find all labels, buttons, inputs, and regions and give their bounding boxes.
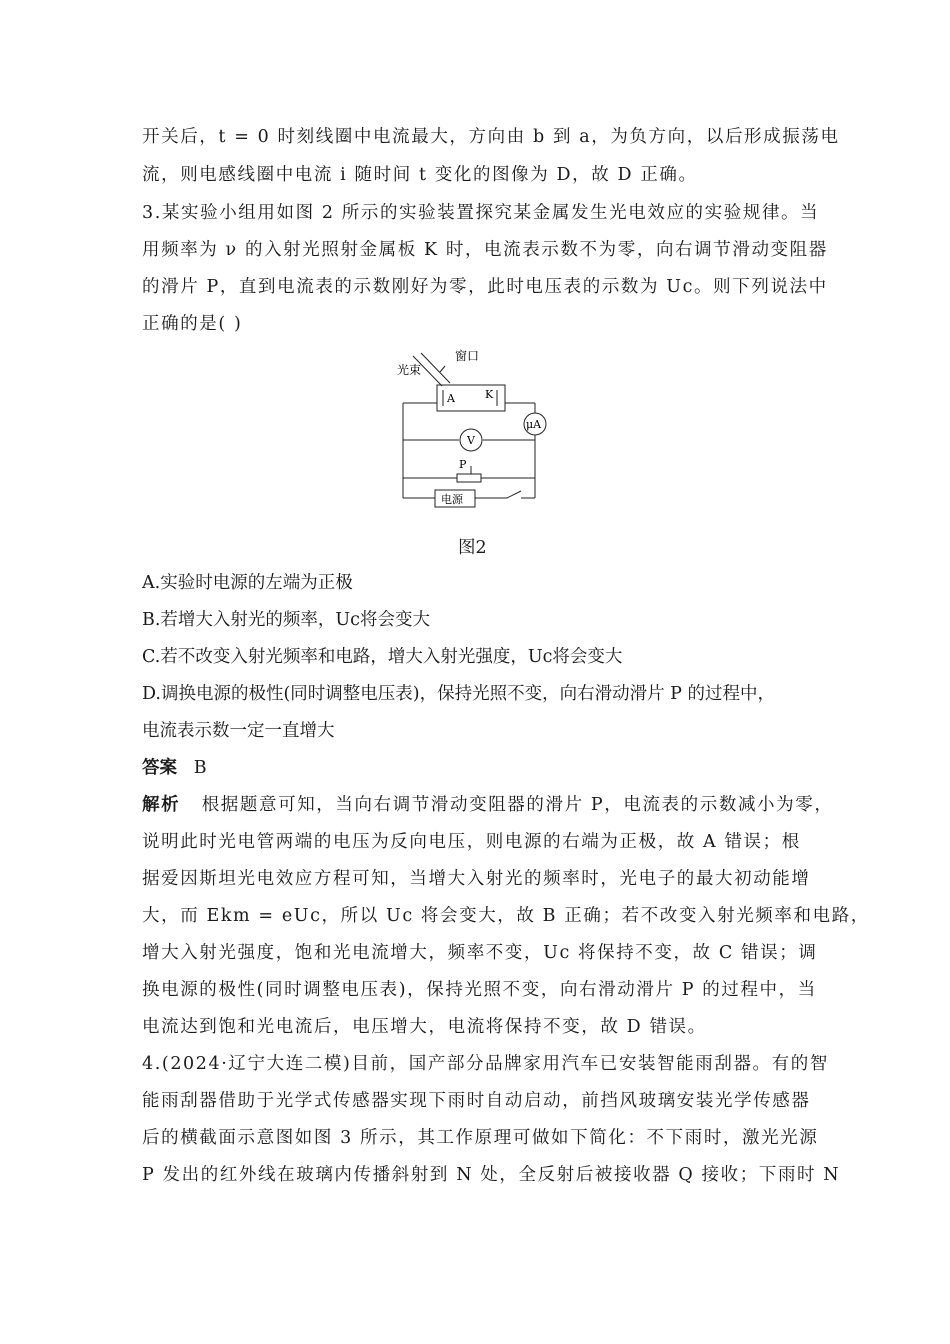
text-line-2: 流，则电感线圈中电流 i 随时间 t 变化的图像为 D，故 D 正确。: [142, 165, 698, 185]
circuit-diagram: [395, 348, 555, 518]
light-beam-2: [421, 353, 450, 383]
analysis-line-5: 增大入射光强度，饱和光电流增大，频率不变，Uc 将保持不变，故 C 错误；调: [142, 943, 818, 963]
option-d-line-1: D.调换电源的极性(同时调整电压表)，保持光照不变，向右滑动滑片 P 的过程中，: [142, 684, 776, 704]
answer-value: B: [193, 758, 207, 778]
anode-label: A: [447, 392, 455, 405]
answer-line: [142, 756, 207, 780]
analysis-line-2: 说明此时光电管两端的电压为反向电压，则电源的右端为正极，故 A 错误；根: [142, 832, 801, 852]
analysis-line-1: [142, 793, 833, 817]
power-source-label: 电源: [441, 493, 463, 506]
analysis-text-1: 根据题意可知，当向右调节滑动变阻器的滑片 P，电流表的示数减小为零，: [201, 795, 834, 815]
option-a: A.实验时电源的左端为正极: [142, 573, 353, 593]
question-3-line-3: 的滑片 P，直到电流表的示数刚好为零，此时电压表的示数为 Uc。则下列说法中: [142, 277, 828, 297]
question-3-line-4: 正确的是( ): [142, 314, 243, 334]
question-4-line-3: 后的横截面示意图如图 3 所示，其工作原理可做如下简化：不下雨时，激光光源: [142, 1128, 819, 1148]
analysis-line-4: 大，而 Ekm = eUc，所以 Uc 将会变大，故 B 正确；若不改变入射光频率和电路，: [142, 906, 870, 926]
beam-label: 光束: [397, 363, 422, 377]
option-d-line-2: 电流表示数一定一直增大: [142, 721, 335, 741]
slider-label: P: [459, 458, 467, 471]
option-b: B.若增大入射光的频率，Uc将会变大: [142, 610, 430, 630]
window-mark: [440, 366, 445, 372]
question-4-line-1: 4.(2024·辽宁大连二模)目前，国产部分品牌家用汽车已安装智能雨刮器。有的智: [142, 1054, 829, 1074]
question-4-line-2: 能雨刮器借助于光学式传感器实现下雨时自动启动，前挡风玻璃安装光学传感器: [142, 1091, 811, 1111]
switch: [507, 491, 521, 498]
rheostat: [457, 474, 481, 482]
text-line-1: 开关后，t = 0 时刻线圈中电流最大，方向由 b 到 a，为负方向，以后形成振荡电: [142, 127, 840, 147]
analysis-label: 解析: [142, 795, 181, 815]
question-3-line-1: 3.某实验小组用如图 2 所示的实验装置探究某金属发生光电效应的实验规律。当: [142, 203, 820, 223]
question-3-line-2: 用频率为 ν 的入射光照射金属板 K 时，电流表示数不为零，向右调节滑动变阻器: [142, 240, 828, 260]
analysis-line-6: 换电源的极性(同时调整电压表)，保持光照不变，向右滑动滑片 P 的过程中，当: [142, 980, 817, 1000]
option-c: C.若不改变入射光频率和电路，增大入射光强度，Uc将会变大: [142, 647, 623, 667]
question-4-line-4: P 发出的红外线在玻璃内传播斜射到 N 处，全反射后被接收器 Q 接收；下雨时 N: [142, 1165, 841, 1185]
figure-caption: 图2: [458, 538, 487, 558]
voltmeter-label: V: [467, 434, 475, 447]
answer-label: 答案: [142, 758, 177, 778]
analysis-line-7: 电流达到饱和光电流后，电压增大，电流将保持不变，故 D 错误。: [142, 1017, 707, 1037]
analysis-line-3: 据爱因斯坦光电效应方程可知，当增大入射光的频率时，光电子的最大初动能增: [142, 869, 811, 889]
window-label: 窗口: [455, 349, 480, 363]
cathode-label: K: [485, 388, 494, 401]
microammeter-label: μA: [526, 418, 542, 431]
